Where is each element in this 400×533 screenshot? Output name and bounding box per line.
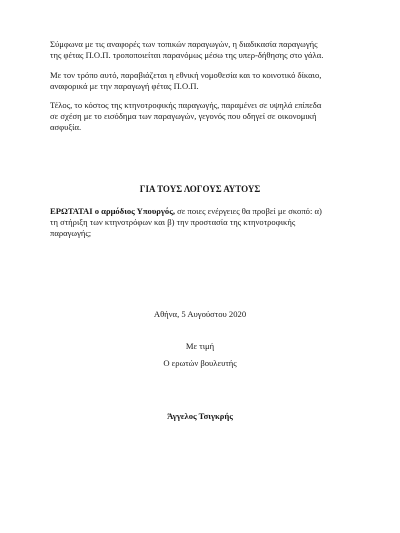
text-line: Με τον τρόπο αυτό, παραβιάζεται η εθνική νομοθεσία και το κοινοτικό δίκαιο,	[50, 70, 322, 80]
text-line: σε σχέση με το εισόδημα των παραγωγών, γεγονός που οδηγεί σε οικονομική	[50, 111, 317, 121]
paragraph-violation	[50, 70, 360, 92]
question-paragraph	[50, 206, 360, 239]
question-lead: ΕΡΩΤΑΤΑΙ ο αρμόδιος Υπουργός,	[50, 206, 175, 216]
text-line: της φέτας Π.Ο.Π. τροποποιείται παρανόμως μέσω της υπερ-δήθησης στο γάλα.	[50, 50, 324, 60]
asker-title: Ο ερωτών βουλευτής	[163, 358, 237, 368]
text-line: Τέλος, το κόστος της κτηνοτροφικής παραγωγής, παραμένει σε υψηλά επίπεδα	[50, 100, 322, 110]
signature-name: Άγγελος Τσιγκρής	[167, 411, 233, 421]
text-line: παραγωγής;	[50, 228, 92, 238]
section-heading: ΓΙΑ ΤΟΥΣ ΛΟΓΟΥΣ ΑΥΤΟΥΣ	[139, 184, 261, 194]
text-line	[50, 206, 360, 217]
text-line: Σύμφωνα με τις αναφορές των τοπικών παραγωγών, η διαδικασία παραγωγής	[50, 39, 318, 49]
closing-regards: Με τιμή	[185, 341, 215, 351]
text-line: αναφορικά με την παραγωγή φέτας Π.Ο.Π.	[50, 81, 199, 91]
document-date: Αθήνα, 5 Αυγούστου 2020	[153, 309, 247, 319]
paragraph-reports	[50, 39, 360, 61]
paragraph-cost	[50, 100, 360, 133]
text-line: ασφυξία.	[50, 122, 82, 132]
text-line: τη στήριξη των κτηνοτρόφων και β) την προστασία της κτηνοτροφικής	[50, 217, 296, 227]
question-line-rest: σε ποιες ενέργειες θα προβεί με σκοπό: α)	[174, 206, 322, 216]
